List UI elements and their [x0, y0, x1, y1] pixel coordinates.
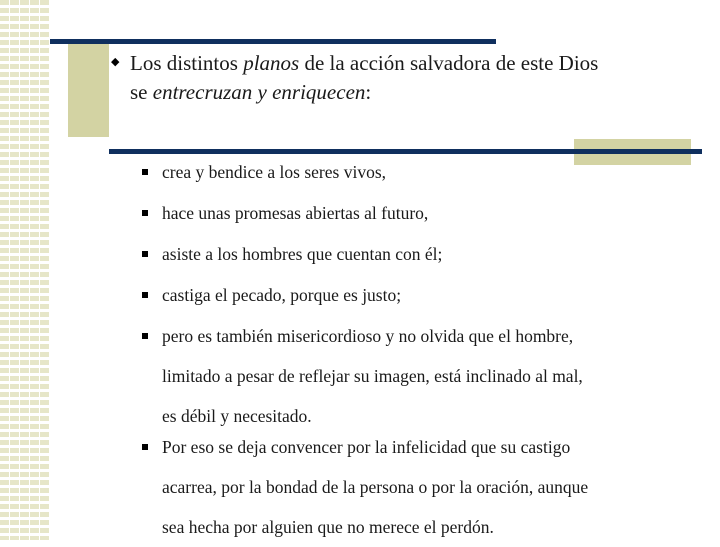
list-item: hace unas promesas abiertas al futuro, [162, 203, 429, 223]
square-bullet-icon [142, 169, 148, 175]
top-rule [50, 39, 496, 44]
square-bullet-icon [142, 333, 148, 339]
square-bullet-icon [142, 444, 148, 450]
list-item: castiga el pecado, porque es justo; [162, 285, 402, 305]
slide-heading: Los distintos planos de la acción salvadora de este Dios se entrecruzan y enriquecen: [130, 51, 599, 104]
list-item: asiste a los hombres que cuentan con él; [162, 244, 443, 264]
list-item: pero es también misericordioso y no olvida que el hombre, limitado a pesar de reflejar su imagen, está inclinado al mal, es débil y necesitado. [162, 326, 583, 426]
list-item: crea y bendice a los seres vivos, [162, 162, 387, 182]
decorative-stripes [0, 0, 50, 540]
square-bullet-icon [142, 251, 148, 257]
decorative-block-left [68, 40, 109, 137]
square-bullet-icon [142, 292, 148, 298]
square-bullet-icon [142, 210, 148, 216]
list-item: Por eso se deja convencer por la infelicidad que su castigo acarrea, por la bondad de la persona o por la oración, aunque sea hecha por alguien que no merece el perdón. [162, 437, 589, 537]
diamond-bullet-icon: ◆ [111, 56, 120, 68]
